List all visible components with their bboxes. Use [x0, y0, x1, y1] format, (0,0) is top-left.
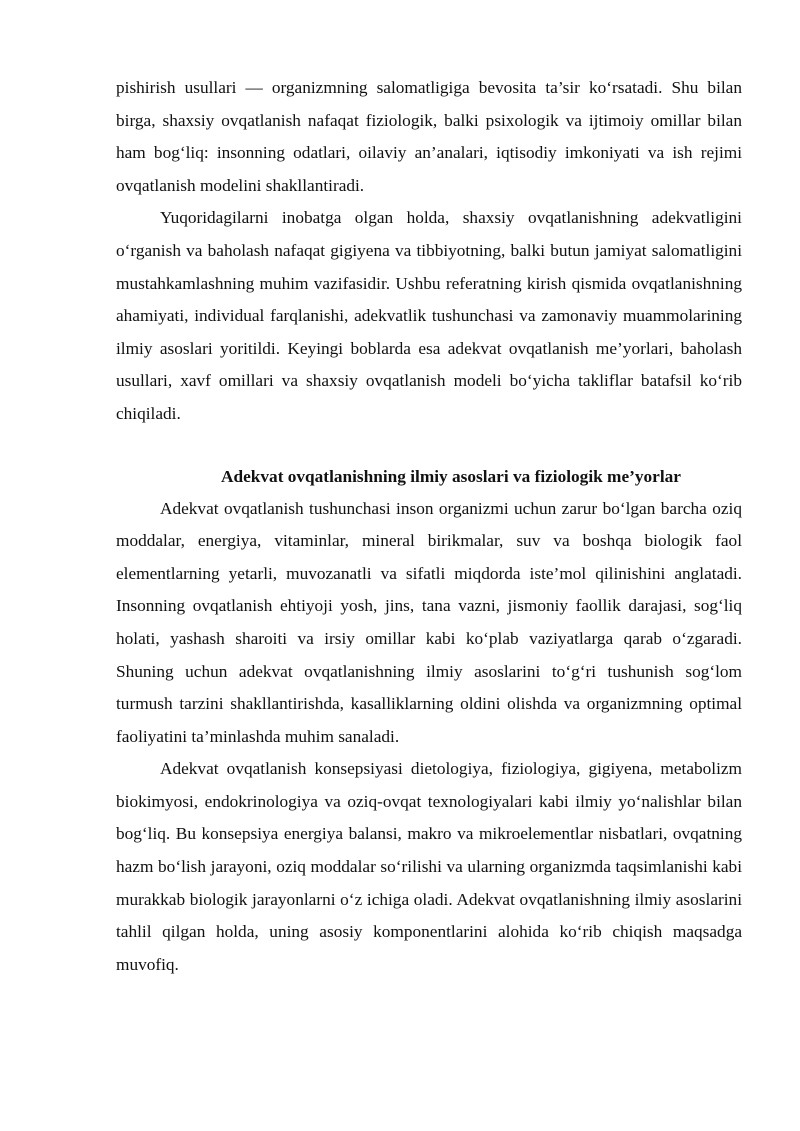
paragraph: Adekvat ovqatlanish konsepsiyasi dietologiya, fiziologiya, gigiyena, metabolizm biokimyosi, endokrinologiya va oziq-ovqat texnologiyalari kabi ilmiy yo‘nalishlar bilan bog‘liq. Bu konsepsiya energiya balansi, makro va mikroelementlar nisbatlari, ovqatning hazm bo‘lish jarayoni, oziq moddalar so‘rilishi va ularning organizmda taqsimlanishi kabi murakkab biologik jarayonlarni o‘z ichiga oladi. Adekvat ovqatlanishning ilmiy asoslarini tahlil qilgan holda, uning asosiy komponentlarini alohida ko‘rib chiqish maqsadga muvofiq. [116, 759, 742, 974]
paragraph: Yuqoridagilarni inobatga olgan holda, shaxsiy ovqatlanishning adekvatligini o‘rganish va baholash nafaqat gigiyena va tibbiyotning, balki butun jamiyat salomatligini mustahkamlashning muhim vazifasidir. Ushbu referatning kirish qismida ovqatlanishning ahamiyati, individual farqlanishi, adekvatlik tushunchasi va zamonaviy muammolarining ilmiy asoslari yoritildi. Keyingi boblarda esa adekvat ovqatlanish me’yorlari, baholash usullari, xavf omillari va shaxsiy ovqatlanish modeli bo‘yicha takliflar batafsil ko‘rib chiqiladi. [116, 208, 742, 423]
paragraph: pishirish usullari — organizmning salomatligiga bevosita ta’sir ko‘rsatadi. Shu bilan birga, shaxsiy ovqatlanish nafaqat fiziologik, balki psixologik va ijtimoiy omillar bilan ham bog‘liq: insonning odatlari, oilaviy an’analari, iqtisodiy imkoniyati va ish rejimi ovqatlanish modelini shakllantiradi. [116, 78, 742, 195]
paragraph-spacer [116, 431, 742, 461]
paragraph: Adekvat ovqatlanish tushunchasi inson organizmi uchun zarur bo‘lgan barcha oziq moddalar, energiya, vitaminlar, mineral birikmalar, suv va boshqa biologik faol elementlarning yetarli, muvozanatli va sifatli miqdorda iste’mol qilinishini anglatadi. Insonning ovqatlanish ehtiyoji yosh, jins, tana vazni, jismoniy faollik darajasi, sog‘liq holati, yashash sharoiti va irsiy omillar kabi ko‘plab vaziyatlarga qarab o‘zgaradi. Shuning uchun adekvat ovqatlanishning ilmiy asoslarini to‘g‘ri tushunish sog‘lom turmush tarzini shakllantirishda, kasalliklarning oldini olishda va organizmning optimal faoliyatini ta’minlashda muhim sanaladi. [116, 498, 742, 746]
section-heading: Adekvat ovqatlanishning ilmiy asoslari va fiziologik me’yorlar [221, 466, 681, 486]
document-body [116, 72, 742, 981]
